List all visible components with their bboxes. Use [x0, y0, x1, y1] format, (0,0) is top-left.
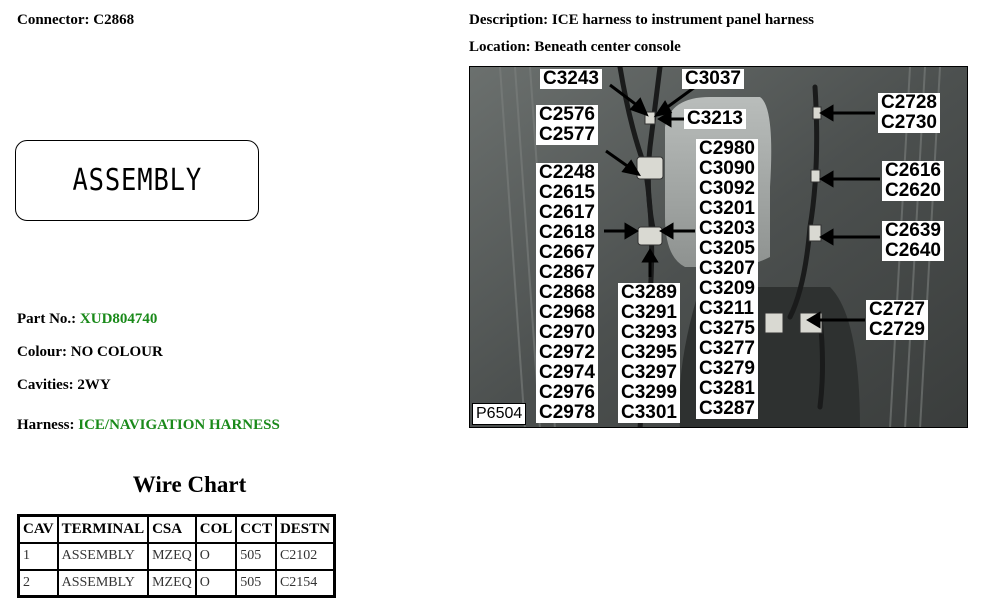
callout-group-h: [866, 300, 928, 340]
header-csa: CSA: [148, 516, 196, 543]
callout-label: C2248: [539, 162, 595, 183]
header-destn: DESTN: [276, 516, 335, 543]
cell-cav: 2: [19, 570, 58, 597]
callout-label: C3293: [621, 322, 677, 343]
callout-group-c: [618, 283, 680, 423]
cell-col: O: [196, 543, 237, 570]
location-value: Beneath center console: [534, 39, 681, 55]
callout-label: C2868: [539, 282, 595, 303]
callout-c3213: C3213: [684, 109, 746, 129]
callout-label: C2576: [539, 104, 595, 125]
callout-label: C2972: [539, 342, 595, 363]
callout-label: C3203: [699, 218, 755, 239]
callout-group-f: [882, 161, 944, 201]
callout-group-b: [536, 163, 598, 423]
description-line: [469, 12, 814, 29]
callout-label: C2729: [869, 319, 925, 340]
callout-label: C2730: [881, 112, 937, 133]
callout-label: C2976: [539, 382, 595, 403]
callout-label: C3277: [699, 338, 755, 359]
cell-terminal: ASSEMBLY: [58, 570, 149, 597]
cell-terminal: ASSEMBLY: [58, 543, 149, 570]
cell-cav: 1: [19, 543, 58, 570]
callout-label: C2667: [539, 242, 595, 263]
cell-cct: 505: [236, 543, 276, 570]
callout-label: C2980: [699, 138, 755, 159]
callout-label: C3201: [699, 198, 755, 219]
cell-csa: MZEQ: [148, 543, 196, 570]
harness-label: Harness:: [17, 417, 75, 433]
wire-chart-table: [17, 514, 336, 598]
part-no-line: [17, 311, 157, 328]
description-label: Description:: [469, 12, 549, 28]
callout-label: C2616: [885, 160, 941, 181]
callout-c3243: C3243: [540, 69, 602, 89]
callout-label: C3205: [699, 238, 755, 259]
connector-line: [17, 12, 134, 29]
harness-link[interactable]: ICE/NAVIGATION HARNESS: [78, 417, 280, 433]
callout-label: C3295: [621, 342, 677, 363]
callout-label: C3279: [699, 358, 755, 379]
callout-label: C3291: [621, 302, 677, 323]
callout-label: C2640: [885, 240, 941, 261]
header-cct: CCT: [236, 516, 276, 543]
cell-destn: C2154: [276, 570, 335, 597]
callout-label: C2974: [539, 362, 595, 383]
location-line: [469, 39, 681, 56]
cell-destn: C2102: [276, 543, 335, 570]
table-row: [19, 543, 335, 570]
callout-label: C3281: [699, 378, 755, 399]
connector-label: Connector:: [17, 12, 90, 28]
callout-label: C2617: [539, 202, 595, 223]
callout-label: C2970: [539, 322, 595, 343]
callout-label: C3275: [699, 318, 755, 339]
callout-label: C3090: [699, 158, 755, 179]
callout-label: C2728: [881, 92, 937, 113]
cell-csa: MZEQ: [148, 570, 196, 597]
cavities-value: 2WY: [77, 377, 111, 393]
cavities-line: [17, 377, 111, 394]
colour-label: Colour:: [17, 344, 67, 360]
callout-label: C2727: [869, 299, 925, 320]
figure-id: P6504: [472, 403, 526, 425]
callout-label: C3301: [621, 402, 677, 423]
callout-label: C2968: [539, 302, 595, 323]
assembly-text: ASSEMBLY: [72, 163, 202, 198]
cell-col: O: [196, 570, 237, 597]
callout-label: C3299: [621, 382, 677, 403]
colour-line: [17, 344, 163, 361]
callout-label: C3209: [699, 278, 755, 299]
callout-label: C3211: [699, 298, 754, 319]
connector-value: C2868: [93, 12, 135, 28]
callout-label: C3207: [699, 258, 755, 279]
part-no-link[interactable]: XUD804740: [79, 311, 158, 327]
callout-label: C2620: [885, 180, 941, 201]
callout-group-a: [536, 105, 598, 145]
callout-group-g: [882, 221, 944, 261]
colour-value: NO COLOUR: [70, 344, 163, 360]
location-photo: [469, 66, 968, 428]
table-row: [19, 570, 335, 597]
callout-label: C3297: [621, 362, 677, 383]
cavities-label: Cavities:: [17, 377, 74, 393]
callout-label: C2577: [539, 124, 595, 145]
table-header-row: [19, 516, 335, 543]
header-cav: CAV: [19, 516, 58, 543]
header-col: COL: [196, 516, 237, 543]
callout-label: C2867: [539, 262, 595, 283]
callout-group-d: [696, 139, 758, 419]
callout-label: C2639: [885, 220, 941, 241]
wire-chart-title: Wire Chart: [132, 472, 247, 497]
location-label: Location:: [469, 39, 531, 55]
callout-group-e: [878, 93, 940, 133]
callout-label: C3092: [699, 178, 755, 199]
cell-cct: 505: [236, 570, 276, 597]
connector-face-diagram: [15, 140, 259, 221]
callout-label: C3289: [621, 282, 677, 303]
description-value: ICE harness to instrument panel harness: [551, 12, 815, 28]
header-terminal: TERMINAL: [58, 516, 149, 543]
callout-label: C2618: [539, 222, 595, 243]
callout-label: C2615: [539, 182, 595, 203]
part-no-label: Part No.:: [17, 311, 77, 327]
harness-line: [17, 417, 280, 434]
callout-label: C2978: [539, 402, 595, 423]
callout-label: C3287: [699, 398, 755, 419]
callout-c3037: C3037: [682, 69, 744, 89]
